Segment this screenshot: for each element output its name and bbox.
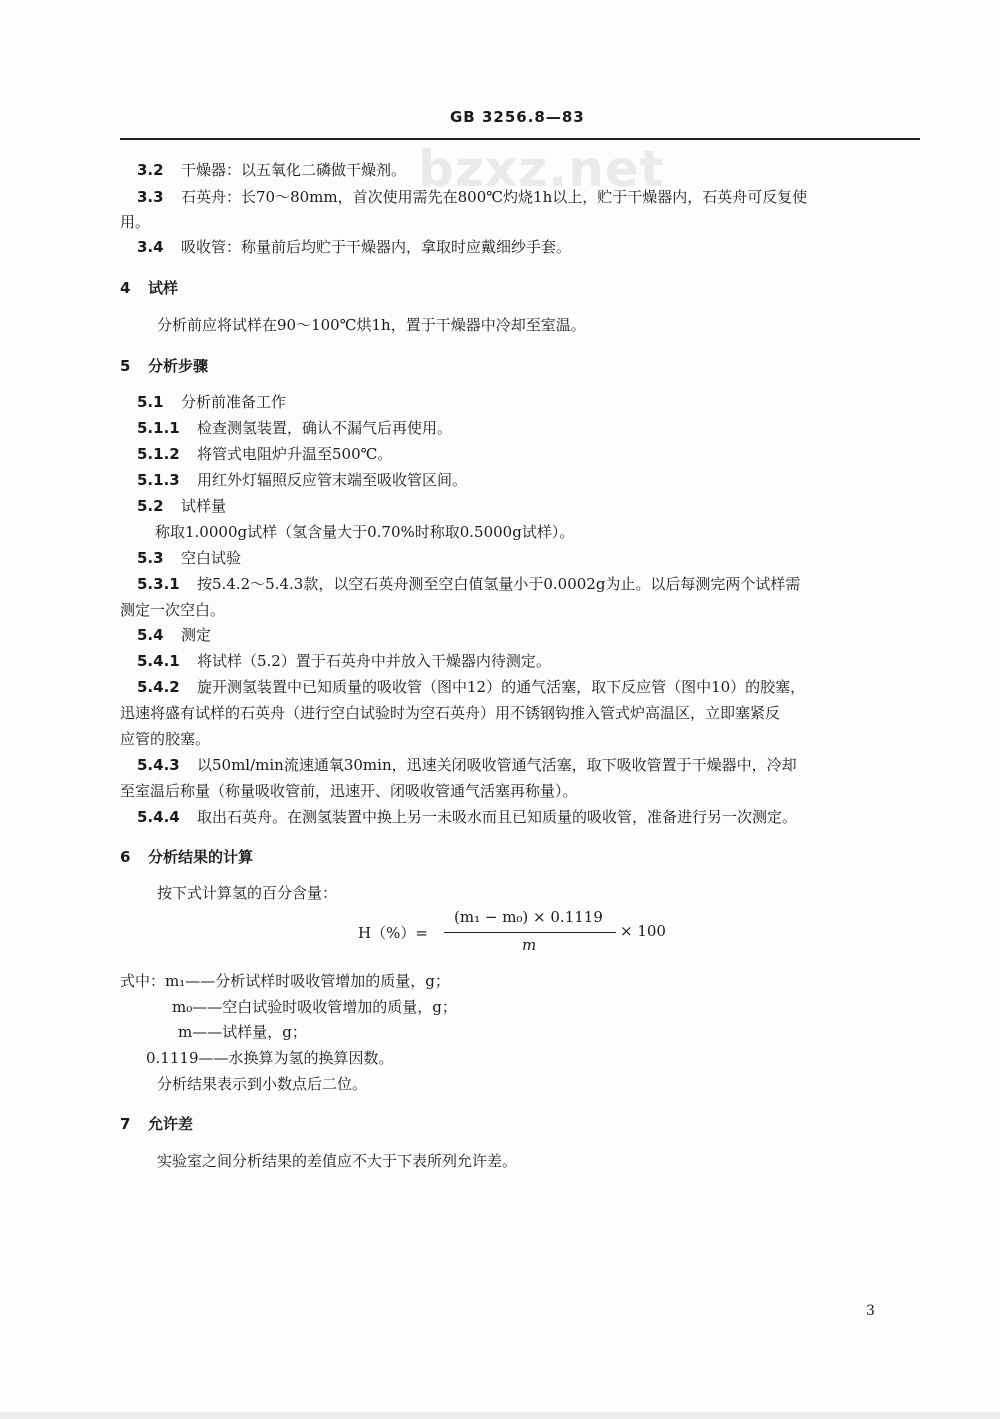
clause-3-4 xyxy=(137,237,571,257)
hydrogen-formula xyxy=(358,908,678,956)
clause-number: 3.3 xyxy=(137,188,164,206)
clause-number: 5.4.2 xyxy=(137,678,180,696)
clause-5-2 xyxy=(137,496,226,516)
clause-5-3-1-cont xyxy=(120,600,225,620)
section-6-heading xyxy=(120,847,253,867)
formula-lhs: H（%）= xyxy=(358,924,428,942)
section-number: 4 xyxy=(120,279,131,297)
clause-5-1 xyxy=(137,392,286,412)
section-7-heading xyxy=(120,1114,193,1134)
section-title: 分析结果的计算 xyxy=(148,848,254,866)
clause-text: 应管的胶塞。 xyxy=(120,730,211,748)
clause-5-4-2 xyxy=(137,677,805,697)
formula-numerator: (m₁ − m₀) × 0.1119 xyxy=(454,908,603,926)
paragraph-text: 实验室之间分析结果的差值应不大于下表所列允许差。 xyxy=(157,1152,518,1170)
clause-number: 5.1.1 xyxy=(137,419,180,437)
clause-text: 石英舟：长70～80mm，首次使用需先在800℃灼烧1h以上，贮于干燥器内，石英舟可反复使 xyxy=(181,188,808,206)
variable-definition: m₀——空白试验时吸收管增加的质量，g； xyxy=(172,998,457,1016)
paragraph-text: 分析结果表示到小数点后二位。 xyxy=(157,1075,368,1093)
clause-text: 将试样（5.2）置于石英舟中并放入干燥器内待测定。 xyxy=(197,652,551,670)
clause-text: 取出石英舟。在测氢装置中换上另一未吸水而且已知质量的吸收管，准备进行另一次测定。 xyxy=(197,808,798,826)
section-4-heading xyxy=(120,278,178,298)
section-title: 允许差 xyxy=(148,1115,194,1133)
page-number: 3 xyxy=(866,1303,875,1319)
clause-5-1-3 xyxy=(137,470,467,490)
formula-rhs: × 100 xyxy=(620,922,666,940)
clause-5-4-3-cont xyxy=(120,781,578,801)
clause-text: 分析前准备工作 xyxy=(181,393,287,411)
clause-text: 迅速将盛有试样的石英舟（进行空白试验时为空石英舟）用不锈钢钩推入管式炉高温区，立即塞紧反 xyxy=(120,704,781,722)
clause-5-4-3 xyxy=(137,755,797,775)
variable-definition: m——试样量，g； xyxy=(178,1023,307,1041)
where-line-m0 xyxy=(172,997,457,1017)
clause-5-3-1 xyxy=(137,574,800,594)
clause-number: 3.2 xyxy=(137,161,164,179)
clause-number: 5.2 xyxy=(137,497,164,515)
clause-5-4-1 xyxy=(137,651,551,671)
clause-5-1-1 xyxy=(137,418,452,438)
clause-number: 5.4.4 xyxy=(137,808,180,826)
clause-text: 至室温后称量（称量吸收管前，迅速开、闭吸收管通气活塞再称量）。 xyxy=(120,782,578,800)
section-number: 6 xyxy=(120,848,131,866)
clause-3-2 xyxy=(137,160,406,180)
clause-5-4 xyxy=(137,625,211,645)
clause-3-3 xyxy=(137,187,807,207)
clause-text: 将管式电阻炉升温至500℃。 xyxy=(197,445,393,463)
clause-number: 5.1.3 xyxy=(137,471,180,489)
section-number: 5 xyxy=(120,357,131,375)
clause-5-3 xyxy=(137,548,241,568)
clause-5-4-2-cont2 xyxy=(120,729,210,749)
formula-denominator: m xyxy=(522,936,537,954)
clause-text: 用红外灯辐照反应管末端至吸收管区间。 xyxy=(197,471,468,489)
clause-text: 检查测氢装置，确认不漏气后再使用。 xyxy=(197,419,453,437)
section-number: 7 xyxy=(120,1115,131,1133)
watermark: bzxz.net xyxy=(418,140,665,198)
clause-number: 5.3 xyxy=(137,549,164,567)
clause-number: 5.1.2 xyxy=(137,445,180,463)
clause-number: 5.3.1 xyxy=(137,575,180,593)
clause-text: 测定一次空白。 xyxy=(120,601,226,619)
page-bottom-edge xyxy=(0,1412,1000,1419)
clause-text: 空白试验 xyxy=(181,549,242,567)
clause-5-4-4 xyxy=(137,807,797,827)
clause-text: 以50ml/min流速通氧30min，迅速关闭吸收管通气活塞，取下吸收管置于干燥器中，冷却 xyxy=(197,756,797,774)
section-7-paragraph xyxy=(157,1151,517,1171)
clause-text: 按5.4.2～5.4.3款，以空石英舟测至空白值氢量小于0.0002g为止。以后每测完两个试样需 xyxy=(197,575,801,593)
paragraph-text: 称取1.0000g试样（氢含量大于0.70%时称取0.5000g试样）。 xyxy=(155,523,575,541)
clause-5-1-2 xyxy=(137,444,392,464)
section-4-paragraph xyxy=(157,315,586,335)
where-line-m1 xyxy=(120,971,450,991)
clause-3-3-cont xyxy=(120,212,150,232)
paragraph-text: 分析前应将试样在90～100℃烘1h，置于干燥器中冷却至室温。 xyxy=(157,316,586,334)
where-line-factor xyxy=(146,1048,394,1068)
clause-text: 用。 xyxy=(120,213,151,231)
clause-5-2-paragraph xyxy=(155,522,574,542)
standard-header: GB 3256.8—83 xyxy=(450,108,585,126)
clause-number: 5.4 xyxy=(137,626,164,644)
section-title: 分析步骤 xyxy=(148,357,209,375)
where-line-m xyxy=(178,1022,307,1042)
header-rule xyxy=(120,138,920,140)
clause-number: 5.1 xyxy=(137,393,164,411)
variable-definition: 0.1119——水换算为氢的换算因数。 xyxy=(146,1049,394,1067)
clause-number: 3.4 xyxy=(137,238,164,256)
clause-text: 吸收管：称量前后均贮于干燥器内，拿取时应戴细纱手套。 xyxy=(181,238,572,256)
variable-definition: 式中：m₁——分析试样时吸收管增加的质量，g； xyxy=(120,972,450,990)
section-6-paragraph xyxy=(157,883,337,903)
clause-text: 旋开测氢装置中已知质量的吸收管（图中12）的通气活塞，取下反应管（图中10）的胶塞， xyxy=(197,678,806,696)
section-title: 试样 xyxy=(148,279,179,297)
paragraph-text: 按下式计算氢的百分含量： xyxy=(157,884,338,902)
section-5-heading xyxy=(120,356,208,376)
clause-text: 干燥器：以五氧化二磷做干燥剂。 xyxy=(181,161,407,179)
result-precision-note xyxy=(157,1074,367,1094)
clause-5-4-2-cont xyxy=(120,703,780,723)
clause-number: 5.4.3 xyxy=(137,756,180,774)
clause-text: 试样量 xyxy=(181,497,227,515)
clause-number: 5.4.1 xyxy=(137,652,180,670)
clause-text: 测定 xyxy=(181,626,212,644)
fraction-bar xyxy=(444,932,616,933)
